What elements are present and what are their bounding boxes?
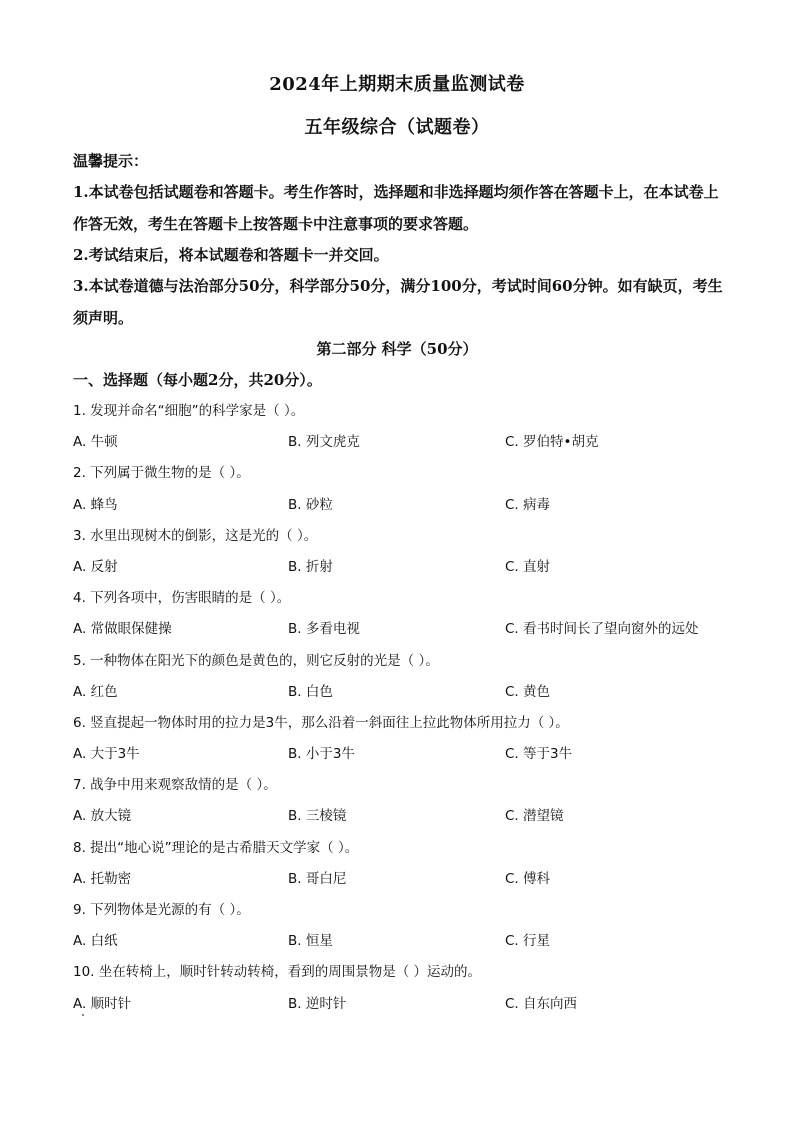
question-stem: 9. 下列物体是光源的有（ ）。 (73, 902, 250, 918)
question-stem: 8. 提出“地心说”理论的是古希腊天文学家（ ）。 (73, 839, 359, 856)
option-a: A. 反射 (73, 558, 118, 575)
option-c: C. 傅科 (505, 870, 551, 887)
question-stem: 6. 竖直提起一物体时用的拉力是3牛，那么沿着一斜面往上拉此物体所用拉力（ ）。 (73, 714, 569, 731)
page-dot (82, 1014, 84, 1016)
subsection-title: 一、选择题（每小题2分，共20分）。 (73, 371, 322, 389)
option-b: B. 三棱镜 (288, 808, 347, 825)
option-c: C. 行星 (505, 933, 551, 950)
option-b: B. 逆时针 (288, 995, 347, 1012)
question-stem: 2. 下列属于微生物的是（ ）。 (73, 465, 250, 482)
question-options (73, 427, 733, 458)
option-a: A. 放大镜 (73, 808, 132, 825)
question-options (73, 677, 733, 708)
question-options (73, 552, 733, 583)
notice-item-3: 3.本试卷道德与法治部分50分，科学部分50分，满分100分，考试时间60分钟。如有缺页，考生须声明。 (73, 277, 723, 327)
option-c: C. 等于3牛 (505, 746, 573, 763)
question-item (73, 396, 733, 458)
option-b: B. 白色 (288, 683, 333, 700)
option-b: B. 列文虎克 (288, 434, 360, 451)
question-list (73, 396, 733, 1020)
option-a: A. 顺时针 (73, 995, 132, 1012)
notice-heading: 温馨提示： (73, 152, 149, 170)
question-item (73, 708, 733, 770)
question-item (73, 833, 733, 895)
question-stem: 10. 坐在转椅上，顺时针转动转椅，看到的周围景物是（ ）运动的。 (73, 964, 482, 981)
question-options (73, 739, 733, 770)
notice-item-2: 2.考试结束后，将本试题卷和答题卡一并交回。 (73, 246, 389, 264)
question-options (73, 989, 733, 1020)
option-b: B. 折射 (288, 558, 333, 575)
section-title: 第二部分 科学（50分） (316, 340, 478, 358)
question-options (73, 926, 733, 957)
option-b: B. 砂粒 (288, 496, 333, 513)
option-a: A. 白纸 (73, 933, 118, 950)
option-c: C. 直射 (505, 558, 551, 575)
question-item (73, 895, 733, 957)
exam-subtitle: 五年级综合（试题卷） (304, 117, 490, 138)
question-options (73, 864, 733, 895)
option-a: A. 牛顿 (73, 434, 118, 451)
question-item (73, 521, 733, 583)
question-stem: 5. 一种物体在阳光下的颜色是黄色的，则它反射的光是（ ）。 (73, 652, 439, 669)
option-b: B. 小于3牛 (288, 746, 355, 763)
option-c: C. 黄色 (505, 683, 551, 700)
option-a: A. 常做眼保健操 (73, 621, 172, 638)
question-item (73, 646, 733, 708)
option-c: C. 看书时间长了望向窗外的远处 (505, 621, 699, 638)
option-a: A. 托勒密 (73, 870, 132, 887)
question-stem: 1. 发现并命名“细胞”的科学家是（ ）。 (73, 403, 305, 419)
question-stem: 7. 战争中用来观察敌情的是（ ）。 (73, 777, 277, 794)
question-options (73, 490, 733, 521)
option-c: C. 潜望镜 (505, 808, 564, 825)
option-b: B. 恒星 (288, 933, 333, 950)
question-options (73, 801, 733, 832)
option-a: A. 蜂鸟 (73, 496, 118, 513)
question-options (73, 614, 733, 645)
exam-title: 2024年上期期末质量监测试卷 (269, 74, 525, 95)
option-b: B. 哥白尼 (288, 870, 347, 887)
question-item (73, 957, 733, 1019)
question-item (73, 583, 733, 645)
question-item (73, 770, 733, 832)
option-c: C. 自东向西 (505, 995, 578, 1012)
notice-item-1: 1.本试卷包括试题卷和答题卡。考生作答时，选择题和非选择题均须作答在答题卡上，在本试卷上作答无效，考生在答题卡上按答题卡中注意事项的要求答题。 (73, 183, 719, 233)
option-a: A. 大于3牛 (73, 746, 140, 763)
question-stem: 3. 水里出现树木的倒影，这是光的（ ）。 (73, 527, 318, 544)
option-c: C. 罗伯特•胡克 (505, 434, 599, 451)
question-item (73, 458, 733, 520)
option-a: A. 红色 (73, 683, 118, 700)
option-c: C. 病毒 (505, 496, 551, 513)
question-stem: 4. 下列各项中，伤害眼睛的是（ ）。 (73, 590, 291, 607)
option-b: B. 多看电视 (288, 621, 360, 638)
